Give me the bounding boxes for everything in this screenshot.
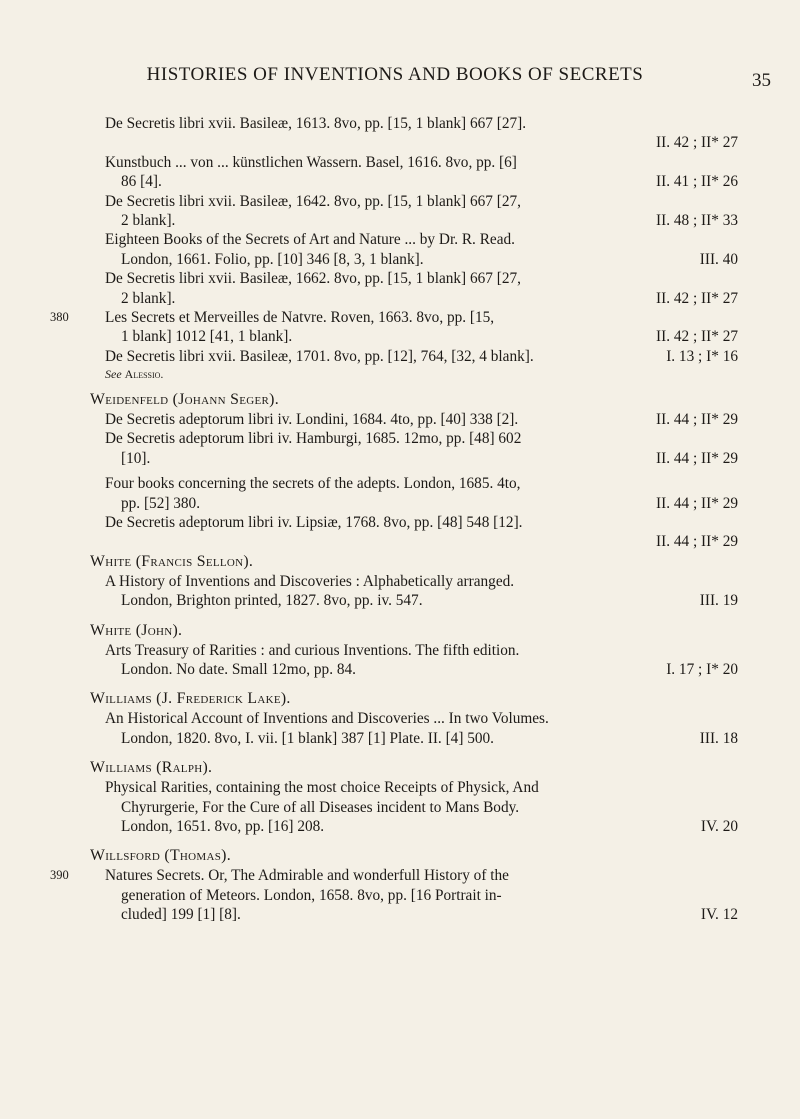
volume-reference: III. 40 [699,250,738,268]
entry-text: generation of Meteors. London, 1658. 8vo, pp. [16 Portrait in- [121,886,502,904]
volume-reference: II. 44 ; II* 29 [656,494,738,512]
volume-reference: IV. 20 [700,817,738,835]
entry-text: [10]. [121,449,151,467]
list-item [0,410,800,429]
margin-number: 380 [50,309,69,324]
list-item [0,347,800,366]
list-item [0,513,800,552]
entry-text: London, 1651. 8vo, pp. [16] 208. [121,817,325,835]
page-number: 35 [752,70,771,91]
author-heading: White (John). [90,621,183,639]
entry-text: De Secretis adeptorum libri iv. Lipsiæ, 1768. 8vo, pp. [48] 548 [12]. [105,514,523,532]
author-heading: Weidenfeld (Johann Seger). [90,391,279,409]
entry-text: London, 1820. 8vo, I. vii. [1 blank] 387 [1] Plate. II. [4] 500. [121,729,495,747]
entry-text: De Secretis adeptorum libri iv. Hamburgi, 1685. 12mo, pp. [48] 602 [105,430,522,448]
volume-reference: II. 44 ; II* 29 [656,533,738,551]
author-heading: Williams (Ralph). [90,759,213,777]
list-item [0,641,800,680]
entry-text: Arts Treasury of Rarities : and curious Inventions. The fifth edition. [105,641,520,659]
entry-text: pp. [52] 380. [121,494,201,512]
entry-text: De Secretis libri xvii. Basileæ, 1662. 8vo, pp. [15, 1 blank] 667 [27, [105,270,521,288]
entry-text: De Secretis libri xvii. Basileæ, 1642. 8vo, pp. [15, 1 blank] 667 [27, [105,192,521,210]
entry-text: Eighteen Books of the Secrets of Art and Nature ... by Dr. R. Read. [105,231,515,249]
entry-text: An Historical Account of Inventions and Discoveries ... In two Volumes. [105,710,549,728]
cross-reference-link[interactable]: Alessio. [124,367,164,382]
volume-reference: III. 18 [699,729,738,747]
list-item [0,474,800,513]
margin-number: 390 [50,868,69,883]
entry-text: 86 [4]. [121,173,162,191]
running-title: HISTORIES OF INVENTIONS AND BOOKS OF SECRETS [146,64,644,85]
entry-text: 2 blank]. [121,289,176,307]
entry-text: Natures Secrets. Or, The Admirable and wonderfull History of the [105,867,509,885]
entry-text: Four books concerning the secrets of the adepts. London, 1685. 4to, [105,475,521,493]
volume-reference: I. 13 ; I* 16 [666,347,738,365]
volume-reference: II. 48 ; II* 33 [656,211,738,229]
entry-text: Kunstbuch ... von ... künstlichen Wassern. Basel, 1616. 8vo, pp. [6] [105,153,517,171]
volume-reference: IV. 12 [700,906,738,924]
list-item [0,192,800,231]
list-item [0,709,800,748]
entry-text: Chyrurgerie, For the Cure of all Diseases incident to Mans Body. [121,798,520,816]
entry-text: De Secretis adeptorum libri iv. Londini, 1684. 4to, pp. [40] 338 [2]. [105,411,519,429]
entry-text: A History of Inventions and Discoveries : Alphabetically arranged. [105,572,515,590]
bibliography-list [0,114,800,925]
entry-text: 2 blank]. [121,211,176,229]
volume-reference: II. 44 ; II* 29 [656,411,738,429]
list-item [0,269,800,308]
entry-text: cluded] 199 [1] [8]. [121,906,241,924]
volume-reference: II. 42 ; II* 27 [656,328,738,346]
volume-reference: III. 19 [699,592,738,610]
volume-reference: II. 42 ; II* 27 [656,134,738,152]
entry-text: De Secretis libri xvii. Basileæ, 1613. 8vo, pp. [15, 1 blank] 667 [27]. [105,115,527,132]
list-item [0,429,800,468]
list-item [0,230,800,269]
volume-reference: I. 17 ; I* 20 [666,660,738,678]
see-reference: See Alessio. [105,367,164,382]
author-heading: White (Francis Sellon). [90,552,254,570]
volume-reference: II. 44 ; II* 29 [656,449,738,467]
entry-text: London, 1661. Folio, pp. [10] 346 [8, 3, 1 blank]. [121,250,424,268]
entry-text: London, Brighton printed, 1827. 8vo, pp. iv. 547. [121,592,423,610]
entry-text: 1 blank] 1012 [41, 1 blank]. [121,328,293,346]
list-item [0,778,800,836]
author-heading: Willsford (Thomas). [90,847,231,865]
list-item [0,572,800,611]
entry-text: Les Secrets et Merveilles de Natvre. Roven, 1663. 8vo, pp. [15, [105,308,495,326]
volume-reference: II. 42 ; II* 27 [656,289,738,307]
list-item [0,866,800,924]
list-item [0,308,800,347]
list-item [0,153,800,192]
entry-text: De Secretis libri xvii. Basileæ, 1701. 8vo, pp. [12], 764, [32, 4 blank]. [105,347,534,365]
volume-reference: II. 41 ; II* 26 [656,173,738,191]
author-heading: Williams (J. Frederick Lake). [90,690,291,708]
entry-text: Physical Rarities, containing the most choice Receipts of Physick, And [105,779,539,797]
entry-text: London. No date. Small 12mo, pp. 84. [121,660,356,678]
list-item [0,114,800,153]
